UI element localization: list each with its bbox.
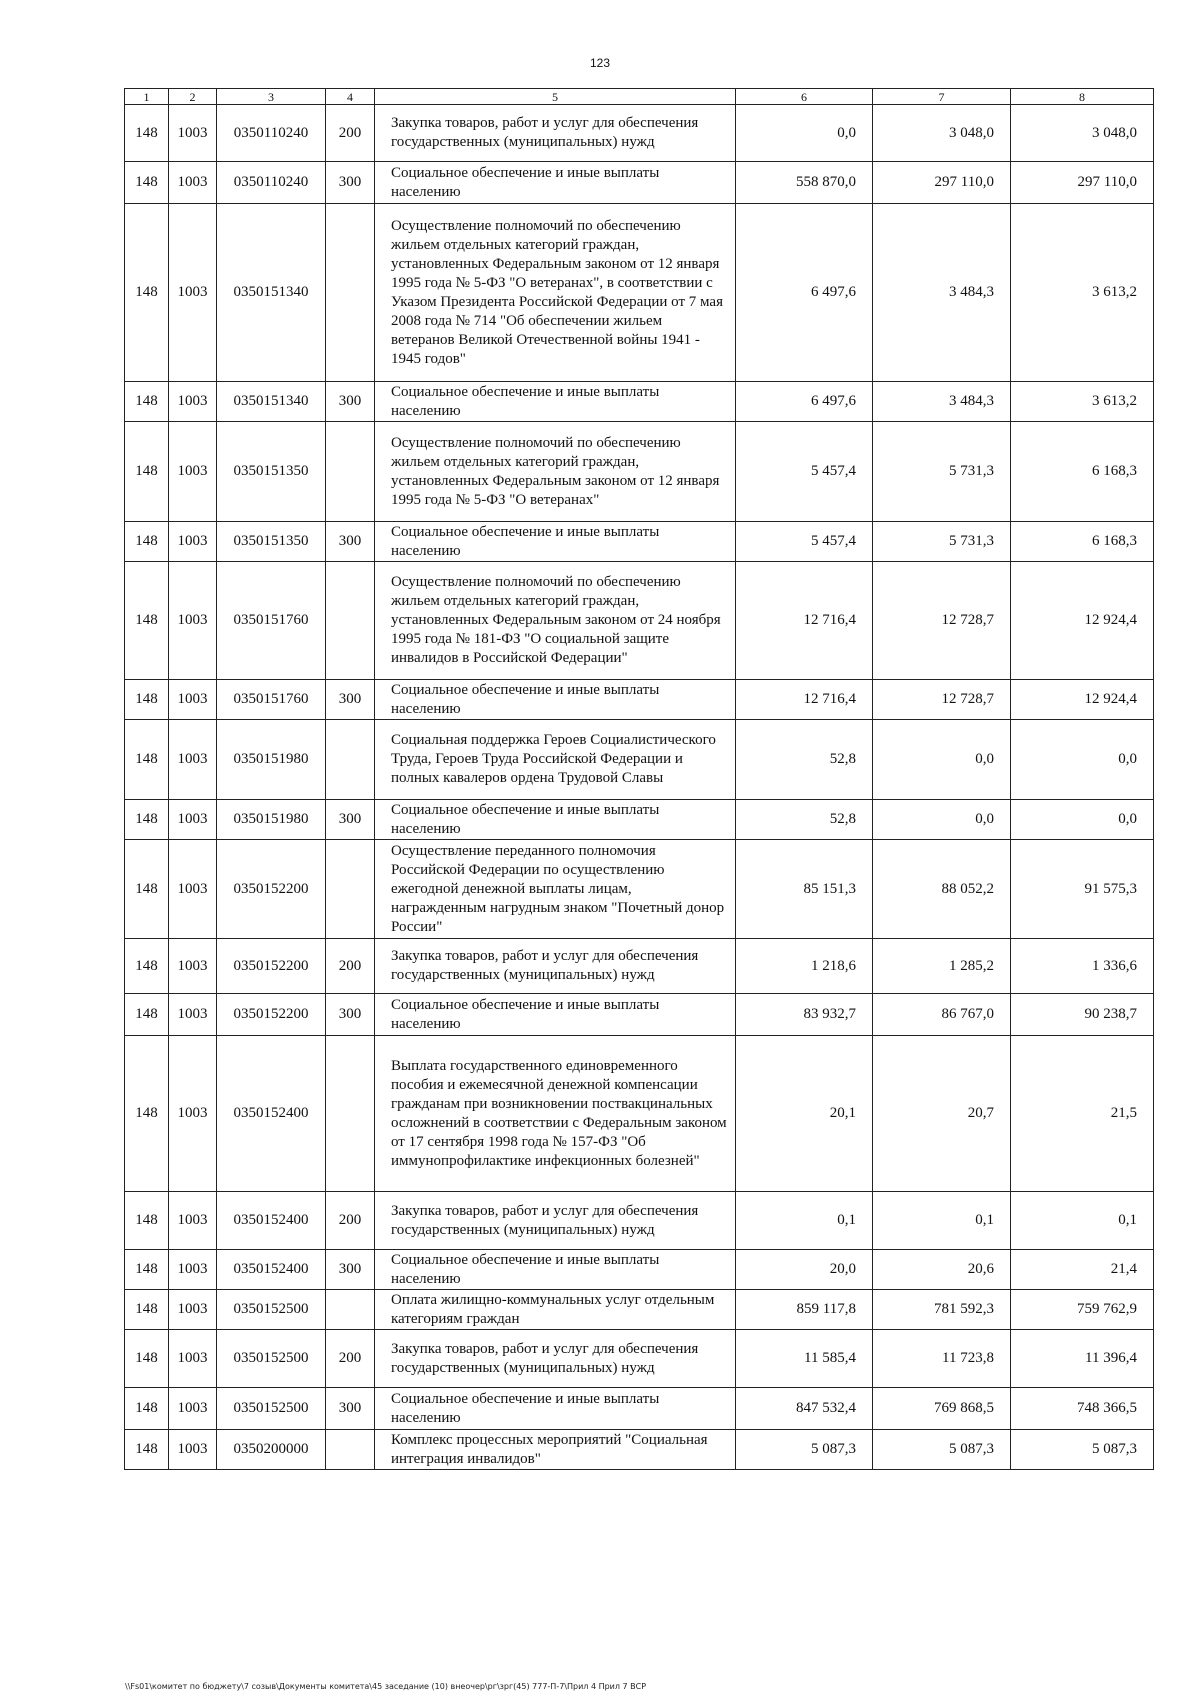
cell-expense-type: 300 xyxy=(326,382,375,422)
cell-department: 148 xyxy=(125,1250,169,1290)
cell-value-col7: 86 767,0 xyxy=(873,994,1011,1036)
cell-value-col7: 0,0 xyxy=(873,800,1011,840)
cell-value-col7: 88 052,2 xyxy=(873,840,1011,939)
cell-value-col6: 558 870,0 xyxy=(736,162,873,204)
cell-target-article: 0350152400 xyxy=(217,1036,326,1192)
cell-value-col8: 11 396,4 xyxy=(1011,1330,1154,1388)
cell-description: Осуществление полномочий по обеспечению жильем отдельных категорий граждан, установленных Федеральным законом от 24 ноября 1995 года № 181-ФЗ "О социальной защите инвалидов в Российской Федерации" xyxy=(375,562,736,680)
cell-value-col7: 297 110,0 xyxy=(873,162,1011,204)
header-row xyxy=(125,89,1154,105)
cell-section: 1003 xyxy=(169,382,217,422)
cell-department: 148 xyxy=(125,800,169,840)
cell-expense-type: 300 xyxy=(326,522,375,562)
cell-value-col8: 3 048,0 xyxy=(1011,105,1154,162)
cell-department: 148 xyxy=(125,1330,169,1388)
cell-value-col7: 12 728,7 xyxy=(873,562,1011,680)
column-header: 2 xyxy=(169,89,217,105)
cell-target-article: 0350151760 xyxy=(217,562,326,680)
table-row xyxy=(125,1036,1154,1192)
cell-expense-type xyxy=(326,1290,375,1330)
cell-value-col6: 6 497,6 xyxy=(736,382,873,422)
column-header: 1 xyxy=(125,89,169,105)
cell-value-col6: 1 218,6 xyxy=(736,939,873,994)
cell-description: Социальное обеспечение и иные выплаты населению xyxy=(375,994,736,1036)
cell-description: Закупка товаров, работ и услуг для обеспечения государственных (муниципальных) нужд xyxy=(375,939,736,994)
cell-section: 1003 xyxy=(169,939,217,994)
table-row xyxy=(125,382,1154,422)
table-row xyxy=(125,1330,1154,1388)
column-header: 3 xyxy=(217,89,326,105)
cell-expense-type xyxy=(326,562,375,680)
cell-description: Выплата государственного единовременного пособия и ежемесячной денежной компенсации гражданам при возникновении поствакцинальных осложнений в соответствии с Федеральным законом от 17 сентября 1998 года № 157-ФЗ "Об иммунопрофилактике инфекционных болезней" xyxy=(375,1036,736,1192)
cell-expense-type: 200 xyxy=(326,1192,375,1250)
cell-value-col6: 5 087,3 xyxy=(736,1430,873,1470)
cell-value-col8: 12 924,4 xyxy=(1011,562,1154,680)
cell-section: 1003 xyxy=(169,1250,217,1290)
cell-expense-type: 200 xyxy=(326,105,375,162)
cell-department: 148 xyxy=(125,1036,169,1192)
column-header: 7 xyxy=(873,89,1011,105)
cell-description: Закупка товаров, работ и услуг для обеспечения государственных (муниципальных) нужд xyxy=(375,105,736,162)
cell-value-col8: 21,4 xyxy=(1011,1250,1154,1290)
cell-value-col7: 781 592,3 xyxy=(873,1290,1011,1330)
cell-value-col6: 11 585,4 xyxy=(736,1330,873,1388)
cell-value-col6: 52,8 xyxy=(736,800,873,840)
table-row xyxy=(125,1290,1154,1330)
cell-expense-type: 300 xyxy=(326,800,375,840)
cell-value-col8: 90 238,7 xyxy=(1011,994,1154,1036)
cell-expense-type xyxy=(326,840,375,939)
cell-target-article: 0350152200 xyxy=(217,994,326,1036)
column-header: 8 xyxy=(1011,89,1154,105)
cell-expense-type xyxy=(326,1036,375,1192)
cell-target-article: 0350151760 xyxy=(217,680,326,720)
cell-value-col7: 3 484,3 xyxy=(873,204,1011,382)
cell-value-col6: 20,0 xyxy=(736,1250,873,1290)
cell-value-col6: 0,1 xyxy=(736,1192,873,1250)
cell-value-col7: 1 285,2 xyxy=(873,939,1011,994)
footer-file-path: \\Fs01\комитет по бюджету\7 созыв\Документы комитета\45 заседание (10) внеочер\рг\зрг(45) 777-П-7\Прил 4 Прил 7 ВСР xyxy=(125,1682,647,1691)
cell-description: Закупка товаров, работ и услуг для обеспечения государственных (муниципальных) нужд xyxy=(375,1330,736,1388)
cell-section: 1003 xyxy=(169,162,217,204)
table-body xyxy=(125,105,1154,1470)
cell-value-col6: 5 457,4 xyxy=(736,522,873,562)
cell-section: 1003 xyxy=(169,105,217,162)
cell-department: 148 xyxy=(125,1388,169,1430)
cell-value-col6: 12 716,4 xyxy=(736,562,873,680)
cell-expense-type: 300 xyxy=(326,162,375,204)
cell-value-col7: 3 484,3 xyxy=(873,382,1011,422)
cell-value-col7: 11 723,8 xyxy=(873,1330,1011,1388)
cell-section: 1003 xyxy=(169,422,217,522)
cell-department: 148 xyxy=(125,720,169,800)
cell-value-col8: 297 110,0 xyxy=(1011,162,1154,204)
budget-table xyxy=(124,88,1154,1470)
cell-value-col8: 748 366,5 xyxy=(1011,1388,1154,1430)
cell-target-article: 0350152400 xyxy=(217,1250,326,1290)
cell-section: 1003 xyxy=(169,1330,217,1388)
table-row xyxy=(125,720,1154,800)
cell-expense-type: 300 xyxy=(326,680,375,720)
cell-department: 148 xyxy=(125,522,169,562)
cell-value-col8: 0,0 xyxy=(1011,720,1154,800)
cell-value-col8: 6 168,3 xyxy=(1011,422,1154,522)
cell-value-col7: 0,0 xyxy=(873,720,1011,800)
cell-section: 1003 xyxy=(169,522,217,562)
cell-target-article: 0350151350 xyxy=(217,522,326,562)
cell-value-col8: 12 924,4 xyxy=(1011,680,1154,720)
cell-department: 148 xyxy=(125,680,169,720)
cell-value-col7: 0,1 xyxy=(873,1192,1011,1250)
cell-section: 1003 xyxy=(169,1192,217,1250)
cell-department: 148 xyxy=(125,382,169,422)
cell-expense-type: 300 xyxy=(326,1388,375,1430)
column-header: 5 xyxy=(375,89,736,105)
table-row xyxy=(125,800,1154,840)
cell-description: Социальное обеспечение и иные выплаты населению xyxy=(375,800,736,840)
cell-value-col6: 12 716,4 xyxy=(736,680,873,720)
cell-value-col8: 0,1 xyxy=(1011,1192,1154,1250)
cell-value-col8: 3 613,2 xyxy=(1011,382,1154,422)
cell-description: Комплекс процессных мероприятий "Социальная интеграция инвалидов" xyxy=(375,1430,736,1470)
cell-expense-type xyxy=(326,422,375,522)
cell-value-col7: 769 868,5 xyxy=(873,1388,1011,1430)
table-row xyxy=(125,939,1154,994)
cell-description: Социальное обеспечение и иные выплаты населению xyxy=(375,162,736,204)
column-header: 4 xyxy=(326,89,375,105)
cell-department: 148 xyxy=(125,994,169,1036)
cell-value-col6: 0,0 xyxy=(736,105,873,162)
cell-target-article: 0350152200 xyxy=(217,939,326,994)
cell-target-article: 0350151350 xyxy=(217,422,326,522)
cell-section: 1003 xyxy=(169,800,217,840)
cell-section: 1003 xyxy=(169,840,217,939)
table-row xyxy=(125,105,1154,162)
cell-description: Осуществление полномочий по обеспечению жильем отдельных категорий граждан, установленных Федеральным законом от 12 января 1995 года № 5-ФЗ "О ветеранах", в соответствии с Указом Президента Российской Федерации от 7 мая 2008 года № 714 "Об обеспечении жильем ветеранов Великой Отечественной войны 1941 - 1945 годов" xyxy=(375,204,736,382)
table-row xyxy=(125,1430,1154,1470)
cell-value-col6: 83 932,7 xyxy=(736,994,873,1036)
cell-description: Социальная поддержка Героев Социалистического Труда, Героев Труда Российской Федерации и полных кавалеров ордена Трудовой Славы xyxy=(375,720,736,800)
cell-value-col6: 847 532,4 xyxy=(736,1388,873,1430)
cell-section: 1003 xyxy=(169,1430,217,1470)
cell-expense-type: 300 xyxy=(326,994,375,1036)
cell-section: 1003 xyxy=(169,994,217,1036)
table-row xyxy=(125,422,1154,522)
cell-target-article: 0350152400 xyxy=(217,1192,326,1250)
cell-section: 1003 xyxy=(169,562,217,680)
cell-target-article: 0350151980 xyxy=(217,800,326,840)
cell-department: 148 xyxy=(125,422,169,522)
cell-expense-type xyxy=(326,1430,375,1470)
cell-target-article: 0350151980 xyxy=(217,720,326,800)
cell-value-col7: 3 048,0 xyxy=(873,105,1011,162)
cell-section: 1003 xyxy=(169,680,217,720)
cell-description: Социальное обеспечение и иные выплаты населению xyxy=(375,382,736,422)
cell-value-col8: 91 575,3 xyxy=(1011,840,1154,939)
cell-value-col6: 20,1 xyxy=(736,1036,873,1192)
cell-value-col7: 5 731,3 xyxy=(873,422,1011,522)
cell-value-col7: 5 731,3 xyxy=(873,522,1011,562)
cell-description: Социальное обеспечение и иные выплаты населению xyxy=(375,680,736,720)
cell-expense-type xyxy=(326,204,375,382)
cell-value-col8: 5 087,3 xyxy=(1011,1430,1154,1470)
cell-target-article: 0350152500 xyxy=(217,1388,326,1430)
cell-value-col7: 20,6 xyxy=(873,1250,1011,1290)
cell-value-col7: 5 087,3 xyxy=(873,1430,1011,1470)
table-row xyxy=(125,204,1154,382)
cell-department: 148 xyxy=(125,1430,169,1470)
cell-value-col8: 0,0 xyxy=(1011,800,1154,840)
cell-value-col6: 52,8 xyxy=(736,720,873,800)
cell-target-article: 0350110240 xyxy=(217,162,326,204)
cell-description: Осуществление переданного полномочия Российской Федерации по осуществлению ежегодной денежной выплаты лицам, награжденным нагрудным знаком "Почетный донор России" xyxy=(375,840,736,939)
table-row xyxy=(125,1192,1154,1250)
cell-department: 148 xyxy=(125,939,169,994)
table-row xyxy=(125,162,1154,204)
cell-expense-type: 200 xyxy=(326,1330,375,1388)
cell-target-article: 0350110240 xyxy=(217,105,326,162)
table-row xyxy=(125,522,1154,562)
cell-description: Оплата жилищно-коммунальных услуг отдельным категориям граждан xyxy=(375,1290,736,1330)
cell-department: 148 xyxy=(125,105,169,162)
table-row xyxy=(125,680,1154,720)
cell-section: 1003 xyxy=(169,1290,217,1330)
cell-value-col6: 85 151,3 xyxy=(736,840,873,939)
cell-department: 148 xyxy=(125,562,169,680)
cell-section: 1003 xyxy=(169,1036,217,1192)
cell-expense-type xyxy=(326,720,375,800)
column-header: 6 xyxy=(736,89,873,105)
table-row xyxy=(125,562,1154,680)
cell-value-col8: 6 168,3 xyxy=(1011,522,1154,562)
cell-value-col6: 6 497,6 xyxy=(736,204,873,382)
cell-value-col7: 12 728,7 xyxy=(873,680,1011,720)
cell-value-col6: 5 457,4 xyxy=(736,422,873,522)
cell-target-article: 0350151340 xyxy=(217,204,326,382)
cell-section: 1003 xyxy=(169,204,217,382)
cell-department: 148 xyxy=(125,1290,169,1330)
cell-description: Социальное обеспечение и иные выплаты населению xyxy=(375,1388,736,1430)
page-number: 123 xyxy=(589,56,611,70)
cell-value-col8: 1 336,6 xyxy=(1011,939,1154,994)
cell-expense-type: 300 xyxy=(326,1250,375,1290)
cell-target-article: 0350152500 xyxy=(217,1330,326,1388)
cell-target-article: 0350151340 xyxy=(217,382,326,422)
table-row xyxy=(125,840,1154,939)
cell-target-article: 0350152200 xyxy=(217,840,326,939)
cell-description: Социальное обеспечение и иные выплаты населению xyxy=(375,1250,736,1290)
cell-expense-type: 200 xyxy=(326,939,375,994)
cell-target-article: 0350200000 xyxy=(217,1430,326,1470)
table-row xyxy=(125,1250,1154,1290)
cell-value-col8: 759 762,9 xyxy=(1011,1290,1154,1330)
cell-department: 148 xyxy=(125,204,169,382)
cell-section: 1003 xyxy=(169,1388,217,1430)
table-row xyxy=(125,1388,1154,1430)
cell-description: Закупка товаров, работ и услуг для обеспечения государственных (муниципальных) нужд xyxy=(375,1192,736,1250)
cell-department: 148 xyxy=(125,1192,169,1250)
cell-description: Осуществление полномочий по обеспечению жильем отдельных категорий граждан, установленных Федеральным законом от 12 января 1995 года № 5-ФЗ "О ветеранах" xyxy=(375,422,736,522)
cell-value-col7: 20,7 xyxy=(873,1036,1011,1192)
cell-target-article: 0350152500 xyxy=(217,1290,326,1330)
cell-department: 148 xyxy=(125,162,169,204)
cell-value-col6: 859 117,8 xyxy=(736,1290,873,1330)
cell-value-col8: 3 613,2 xyxy=(1011,204,1154,382)
cell-department: 148 xyxy=(125,840,169,939)
cell-section: 1003 xyxy=(169,720,217,800)
cell-value-col8: 21,5 xyxy=(1011,1036,1154,1192)
cell-description: Социальное обеспечение и иные выплаты населению xyxy=(375,522,736,562)
table-row xyxy=(125,994,1154,1036)
